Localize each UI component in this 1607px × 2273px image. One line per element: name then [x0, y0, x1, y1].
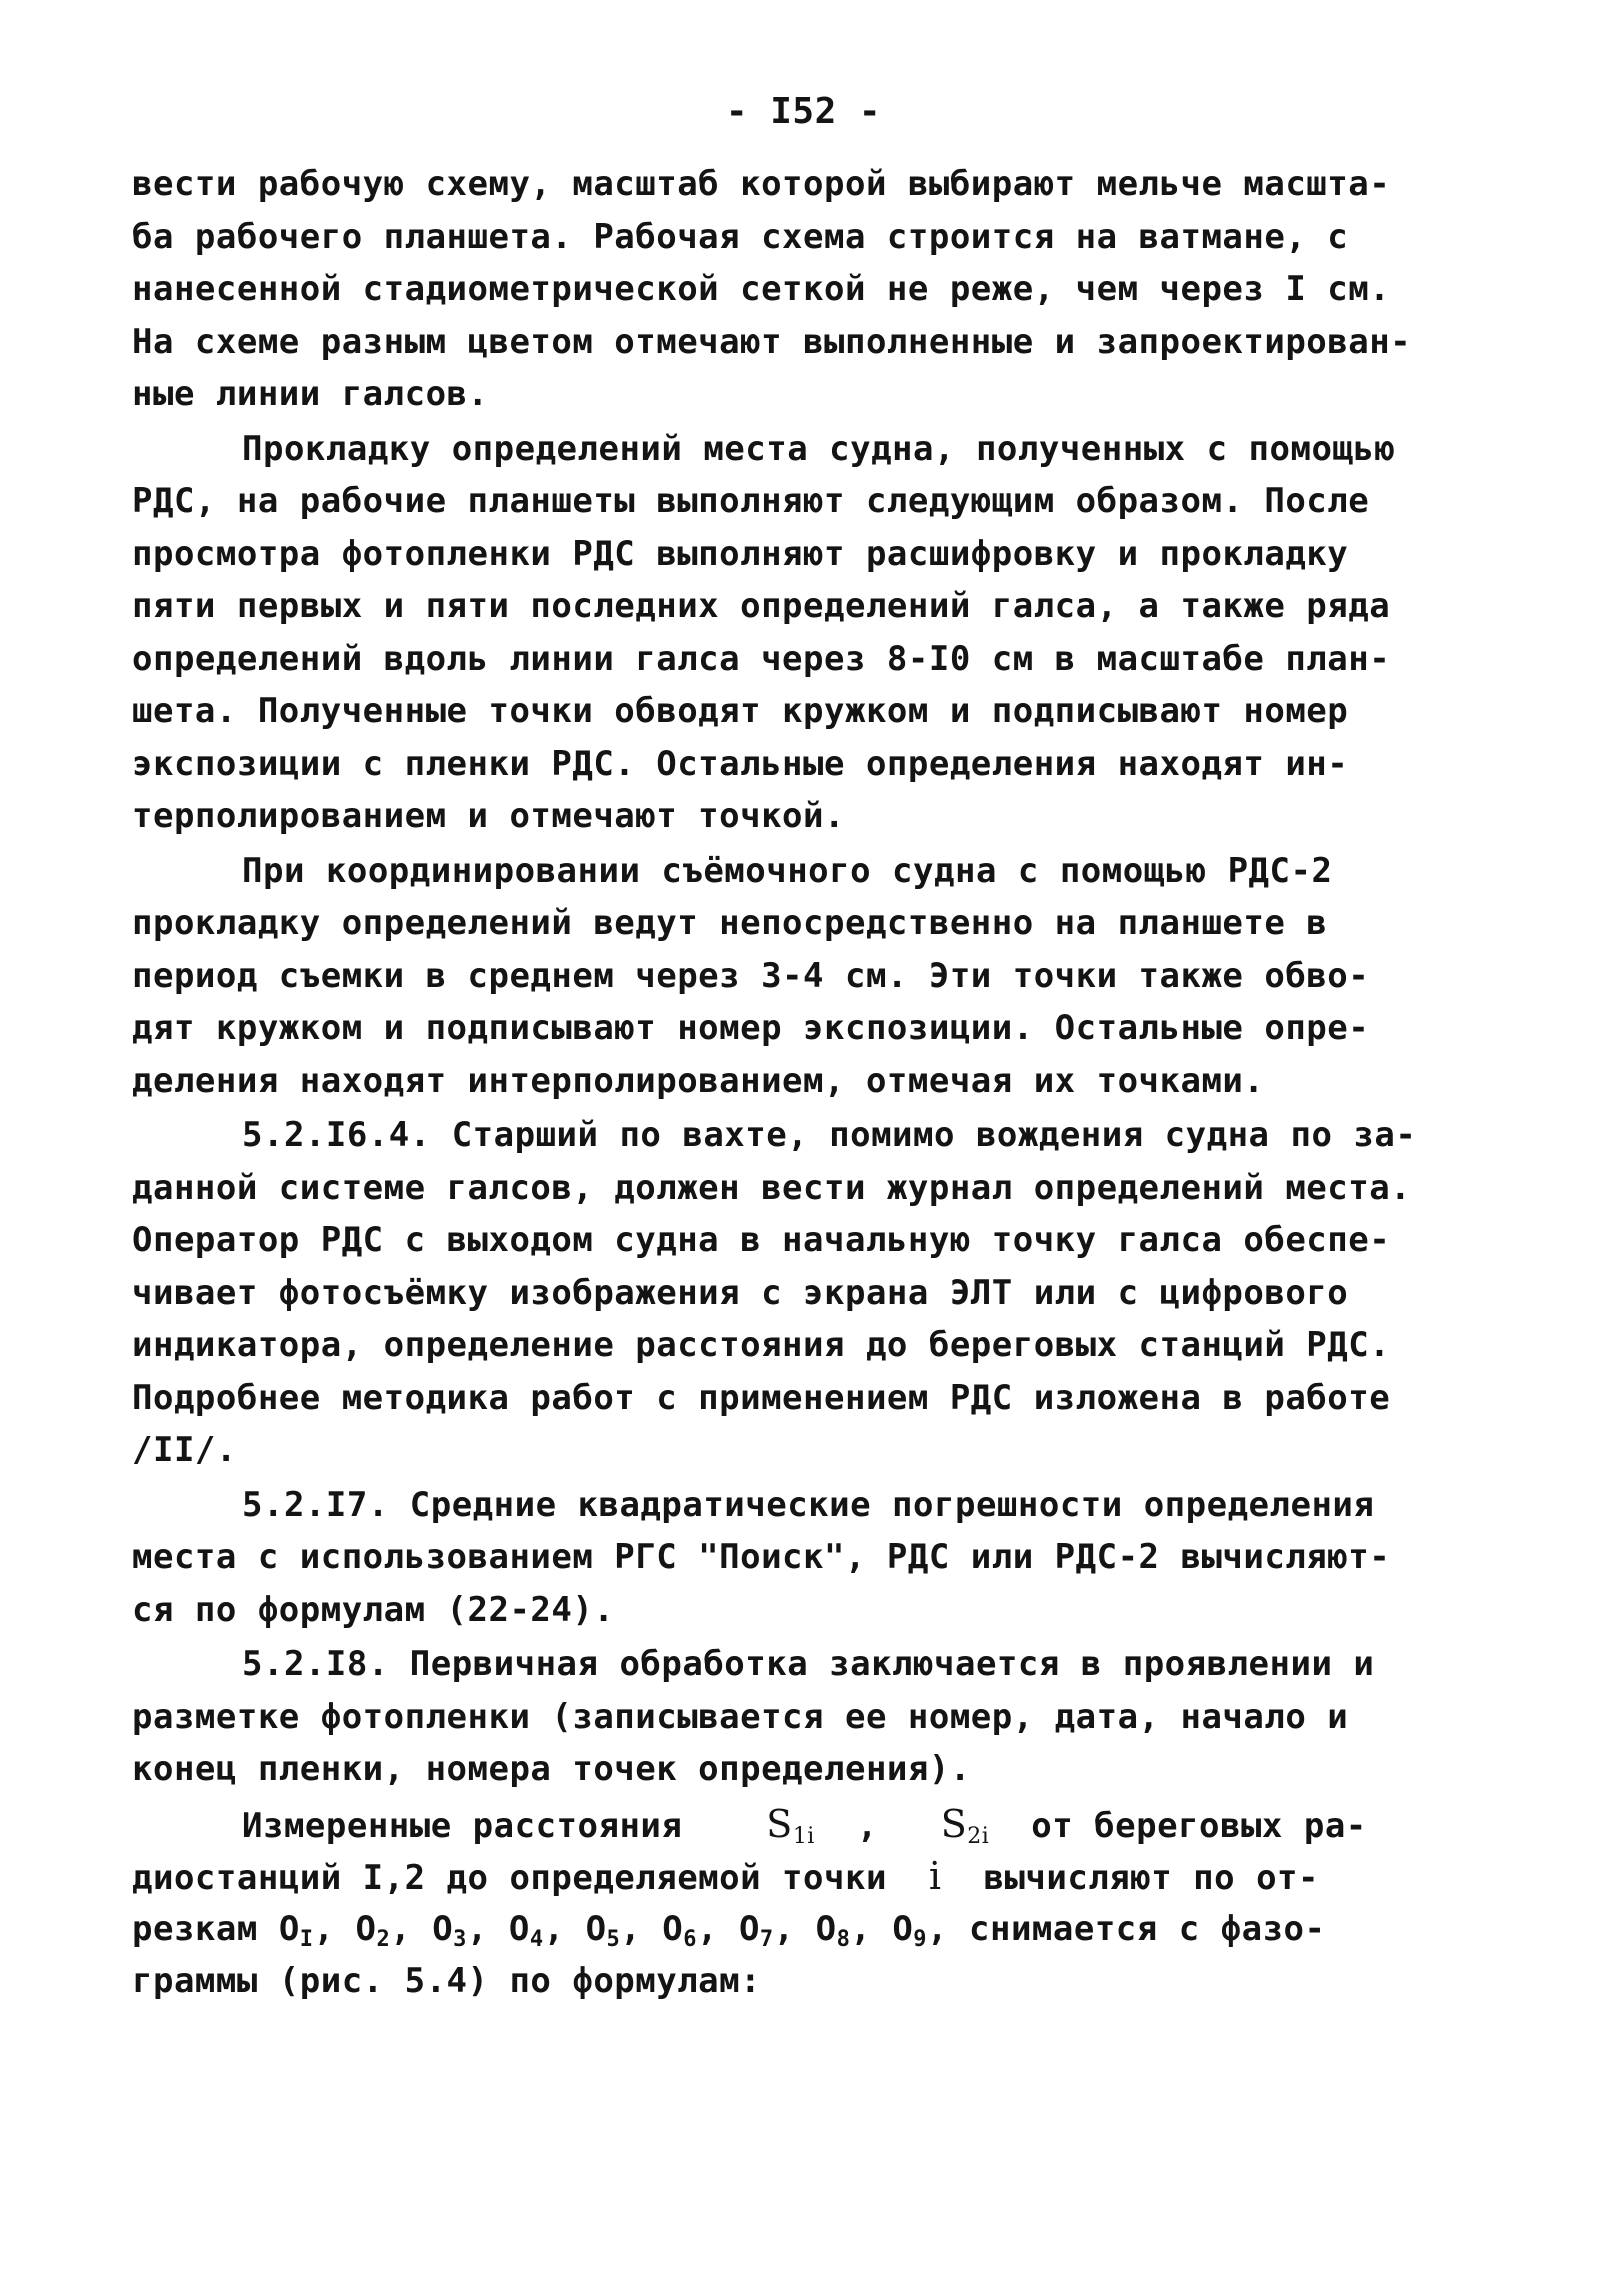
text-fragment: Измеренные расстояния: [242, 1805, 683, 1846]
text-line: Подробнее методика работ с применением РДС изложена в работе: [132, 1377, 1391, 1418]
segment-subscript: I: [299, 1926, 314, 1952]
math-subscript: 1i: [792, 1823, 815, 1849]
segment-label: [815, 1908, 851, 1952]
segment-subscript: 4: [529, 1926, 544, 1952]
text-line: определений вдоль линии галса через 8-I0 см в масштабе план-: [132, 638, 1391, 679]
text-line: Оператор РДС с выходом судна в начальную точку галса обеспе-: [132, 1220, 1391, 1260]
text-fragment: от береговых ра-: [1031, 1805, 1367, 1846]
text-line: экспозиции с пленки РДС. Остальные определения находят ин-: [132, 743, 1349, 784]
segment-subscript: 7: [759, 1926, 774, 1952]
segment-label: [278, 1908, 314, 1952]
segment-label: [355, 1908, 391, 1952]
text-line: [132, 1850, 1432, 1903]
segment-label: [662, 1908, 697, 1952]
paragraph-5-2-17: [132, 1479, 1432, 1637]
text-line: /II/.: [132, 1430, 237, 1470]
segment-symbol: O: [355, 1908, 377, 1949]
segment-symbol: O: [815, 1908, 837, 1949]
paragraph-2: [132, 423, 1432, 843]
segment-subscript: 8: [836, 1926, 851, 1952]
paragraph-5-2-16-4: [132, 1109, 1432, 1477]
text-line: 5.2.I7. Средние квадратические погрешности определения: [242, 1484, 1375, 1525]
segment-symbol: O: [278, 1908, 300, 1949]
text-line: пяти первых и пяти последних определений галса, а также ряда: [132, 586, 1391, 626]
math-subscript: 2i: [967, 1823, 990, 1849]
text-line: граммы (рис. 5.4) по формулам:: [132, 1961, 762, 2001]
segment-symbol: O: [892, 1908, 914, 1949]
segment-list: $O_I$, $O_2$, $O_3$, $O_4$, $O_5$, $O_6$, $O_7$, $O_8$, $O_9$: [278, 1908, 928, 1952]
segment-symbol: O: [738, 1908, 760, 1949]
text-line: данной системе галсов, должен вести журнал определений места.: [132, 1167, 1412, 1208]
distance-s2i: [940, 1801, 990, 1849]
text-line: индикатора, определение расстояния до береговых станций РДС.: [132, 1325, 1391, 1365]
segment-symbol: O: [585, 1908, 607, 1949]
point-i: i: [928, 1854, 942, 1898]
page-number: - I52 -: [725, 91, 882, 132]
segment-subscript: 9: [913, 1926, 928, 1952]
text-line: дят кружком и подписывают номер экспозиции. Остальные опре-: [132, 1008, 1370, 1048]
text-line: места с использованием РГС "Поиск", РДС или РДС-2 вычисляют-: [132, 1537, 1391, 1577]
text-line: резкам $O_I$, $O_2$, $O_3$, $O_4$, $O_5$, $O_6$, $O_7$, $O_8$, $O_9$, снимается с фазо-: [132, 1908, 1326, 1952]
segment-label: [508, 1908, 544, 1952]
segment-label: [738, 1908, 774, 1952]
segment-subscript: 2: [376, 1926, 391, 1952]
text-line: При координировании съёмочного судна с помощью РДС-2: [242, 850, 1333, 891]
text-line: На схеме разным цветом отмечают выполненные и запроектирован-: [132, 321, 1412, 362]
text-line: деления находят интерполированием, отмечая их точками.: [132, 1060, 1265, 1101]
distance-s1i: [766, 1801, 815, 1849]
segment-symbol: O: [432, 1908, 454, 1949]
text-line: период съемки в среднем через 3-4 см. Эти точки также обво-: [132, 955, 1370, 996]
text-line: нанесенной стадиометрической сеткой не реже, чем через I см.: [132, 269, 1391, 309]
segment-symbol: O: [662, 1908, 684, 1949]
segment-symbol: O: [508, 1908, 530, 1949]
text-line: ба рабочего планшета. Рабочая схема строится на ватмане, с: [132, 216, 1349, 257]
segment-label: [585, 1908, 621, 1952]
text-line: просмотра фотопленки РДС выполняют расшифровку и прокладку: [132, 533, 1349, 574]
text-line: чивает фотосъёмку изображения с экрана ЭЛТ или с цифрового: [132, 1272, 1349, 1313]
text-line: ся по формулам (22-24).: [132, 1589, 615, 1630]
text-fragment: резкам: [132, 1908, 258, 1949]
segment-label: [892, 1908, 928, 1952]
paragraph-5-2-18: [132, 1638, 1432, 1796]
math-symbol: S: [766, 1801, 793, 1846]
text-line: Прокладку определений места судна, полученных с помощью: [242, 428, 1396, 469]
text-fragment: вычисляют по от-: [983, 1858, 1319, 1898]
body-text: [132, 158, 1432, 2010]
paragraph-measured-distances: [132, 1798, 1432, 2008]
segment-subscript: 6: [683, 1926, 697, 1952]
text-line: РДС, на рабочие планшеты выполняют следующим образом. После: [132, 481, 1370, 521]
text-line: [132, 1798, 1432, 1851]
text-fragment: диостанций I,2 до определяемой точки: [132, 1858, 887, 1898]
separator: ,: [856, 1805, 878, 1846]
segment-label: [432, 1908, 467, 1952]
text-line: вести рабочую схему, масштаб которой выбирают мельче масшта-: [132, 164, 1391, 204]
text-line: шета. Полученные точки обводят кружком и подписывают номер: [132, 691, 1349, 731]
text-line: конец пленки, номера точек определения).: [132, 1749, 971, 1789]
text-line: терполированием и отмечают точкой.: [132, 796, 845, 836]
segment-subscript: 3: [453, 1926, 467, 1952]
paragraph-1: [132, 158, 1432, 421]
text-line: 5.2.I8. Первичная обработка заключается в проявлении и: [242, 1644, 1375, 1684]
text-line: 5.2.I6.4. Старший по вахте, помимо вождения судна по за-: [242, 1115, 1417, 1155]
text-line: разметке фотопленки (записывается ее номер, дата, начало и: [132, 1696, 1349, 1737]
text-line: прокладку определений ведут непосредственно на планшете в: [132, 903, 1328, 943]
text-fragment: снимается с фазо-: [969, 1908, 1326, 1949]
text-line: ные линии галсов.: [132, 374, 489, 414]
paragraph-3: [132, 845, 1432, 1108]
math-symbol: S: [940, 1801, 968, 1846]
segment-subscript: 5: [606, 1926, 621, 1952]
